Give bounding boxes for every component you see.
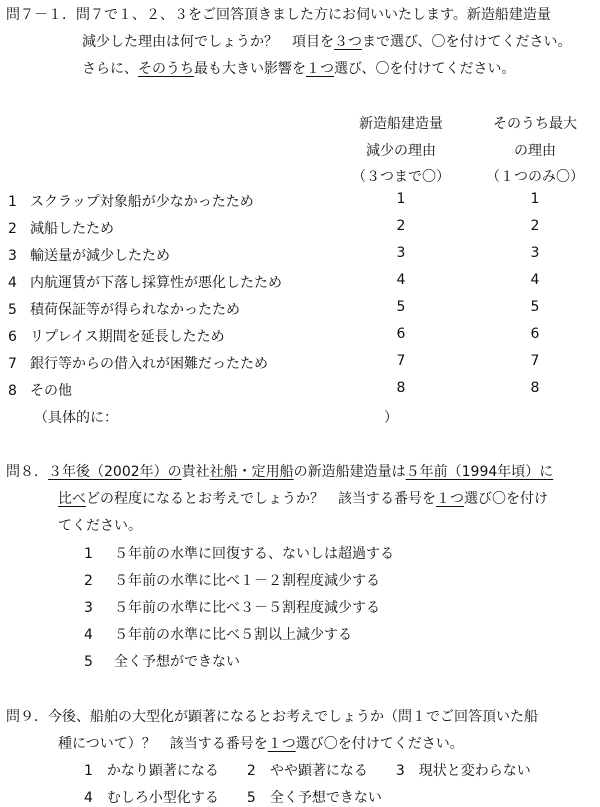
reason-choice-col1[interactable]: 1 — [396, 191, 406, 207]
q8-label: 問８． — [6, 464, 48, 480]
reason-num: 5 — [8, 302, 17, 318]
specify-open: （具体的に： — [34, 410, 118, 426]
reason-row — [8, 191, 254, 211]
q7-1-line3-a: さらに、 — [82, 61, 138, 77]
col1-header-l2: 減少の理由 — [366, 143, 436, 159]
col2-header-l3: （１つのみ〇） — [486, 169, 584, 185]
reason-num: 8 — [8, 383, 17, 399]
q9-opt3-num: 3 — [395, 763, 405, 779]
reason-choice-col1[interactable]: 4 — [396, 272, 406, 288]
q8-company: 貴社 — [181, 464, 210, 480]
q8-option-text: ５年前の水準に比べ３－５割程度減少する — [114, 600, 380, 616]
reason-num: 3 — [8, 248, 17, 264]
q8-option-text: ５年前の水準に回復する、ないしは超過する — [114, 546, 394, 562]
col2-header-l1: そのうち最大 — [493, 116, 577, 132]
q8-option-text: ５年前の水準に比べ１－２割程度減少する — [114, 573, 380, 589]
q9-opt2-text: やや顕著になる — [269, 763, 368, 779]
q9-opt2-num: 2 — [246, 763, 256, 779]
q9-options-row2 — [84, 787, 382, 807]
q8-l2-b: どの程度になるとお考えでしょうか？ 該当する番号を — [86, 491, 436, 507]
q9-text-line1: 今後、船舶の大型化が顕著になるとお考えでしょうか（問１でご回答頂いた船 — [48, 709, 538, 725]
q9-options-row1 — [84, 760, 531, 780]
q8-option[interactable] — [84, 624, 352, 644]
q8-compare: 比べ — [58, 491, 86, 507]
col1-header-l1: 新造船建造量 — [359, 116, 443, 132]
reason-num: 2 — [8, 221, 17, 237]
q8-one-item: １つ — [436, 491, 464, 507]
q8-option-num: 1 — [84, 546, 93, 562]
reason-text: スクラップ対象船が少なかったため — [30, 194, 254, 210]
q8-five-years: ５年前（1994年頃）に — [405, 464, 554, 480]
q9-opt3-text: 現状と変わらない — [418, 763, 531, 779]
reason-row — [8, 380, 72, 400]
q9-l2-b: 選び〇を付けてください。 — [295, 736, 464, 752]
q8-l2-c: 選び〇を付け — [464, 491, 548, 507]
q8-line2 — [58, 488, 548, 508]
q9-l2-a: 種について）？ 該当する番号を — [58, 736, 268, 752]
reason-choice-col2[interactable]: 4 — [530, 272, 540, 288]
q7-1-one-item: １つ — [306, 61, 334, 77]
q7-1-line3-m: 最も大きい影響を — [194, 61, 306, 77]
reason-choice-col2[interactable]: 6 — [530, 326, 540, 342]
q7-1-text-line1: 問７で１、２、３をご回答頂きました方にお伺いいたします。新造船建造量 — [76, 7, 551, 23]
reason-choice-col2[interactable]: 2 — [530, 218, 540, 234]
reason-choice-col2[interactable]: 8 — [530, 380, 540, 396]
q7-1-line3-b: 選び、〇を付けてください。 — [334, 61, 516, 77]
q8-option[interactable] — [84, 543, 394, 563]
q8-three-years: ３年後（2002年）の — [48, 464, 182, 480]
reason-text: その他 — [30, 383, 72, 399]
q8-option-num: 3 — [84, 600, 93, 616]
reason-row — [8, 299, 240, 319]
q8-option-num: 2 — [84, 573, 93, 589]
reason-row — [8, 353, 268, 373]
reason-choice-col1[interactable]: 8 — [396, 380, 406, 396]
q8-option-text: 全く予想ができない — [114, 654, 240, 670]
q8-option-num: 4 — [84, 627, 93, 643]
col2-header-l2: の理由 — [514, 143, 556, 159]
q8-option[interactable] — [84, 570, 380, 590]
q8-l1-d: の新造船建造量は — [293, 464, 406, 480]
reason-row — [8, 326, 225, 346]
q8-own-charter: 社船・定用船 — [209, 464, 294, 480]
q9-line2 — [58, 733, 464, 753]
reason-num: 6 — [8, 329, 17, 345]
reason-choice-col2[interactable]: 7 — [530, 353, 540, 369]
q7-1-among-them: そのうち — [138, 61, 194, 77]
reason-choice-col2[interactable]: 1 — [530, 191, 540, 207]
reason-choice-col1[interactable]: 7 — [396, 353, 406, 369]
reason-text: 積荷保証等が得られなかったため — [30, 302, 240, 318]
col1-header-l3: （３つまで〇） — [352, 169, 450, 185]
reason-choice-col1[interactable]: 2 — [396, 218, 406, 234]
reason-choice-col1[interactable]: 5 — [396, 299, 406, 315]
reason-choice-col1[interactable]: 6 — [396, 326, 406, 342]
q8-option-num: 5 — [84, 654, 93, 670]
reason-num: 7 — [8, 356, 17, 372]
q8-line1 — [6, 461, 553, 481]
reason-text: 銀行等からの借入れが困難だったため — [30, 356, 268, 372]
reason-row — [8, 245, 170, 265]
q9-one-item: １つ — [267, 736, 296, 752]
reason-text: 減船したため — [30, 221, 114, 237]
q9-opt1-num: 1 — [84, 763, 93, 779]
q9-opt4-num: 4 — [84, 790, 93, 806]
reason-choice-col2[interactable]: 5 — [530, 299, 540, 315]
reason-num: 4 — [8, 275, 17, 291]
q8-option[interactable] — [84, 651, 240, 671]
q8-option-text: ５年前の水準に比べ５割以上減少する — [114, 627, 352, 643]
q8-line3: てください。 — [58, 518, 142, 534]
q9-opt5-text: 全く予想できない — [269, 790, 382, 806]
q9-opt4-text: むしろ小型化する — [106, 790, 219, 806]
q9-opt5-num: 5 — [246, 790, 256, 806]
q9-opt1-text: かなり顕著になる — [106, 763, 219, 779]
reason-choice-col2[interactable]: 3 — [530, 245, 540, 261]
q7-1-line2-a: 減少した理由は何でしょうか？ 項目を — [82, 34, 334, 50]
reason-choice-col1[interactable]: 3 — [396, 245, 406, 261]
reason-row — [8, 218, 114, 238]
reason-text: 内航運賃が下落し採算性が悪化したため — [30, 275, 282, 291]
q8-option[interactable] — [84, 597, 380, 617]
reason-num: 1 — [8, 194, 17, 210]
reason-text: リプレイス期間を延長したため — [30, 329, 225, 345]
q7-1-line2 — [82, 31, 571, 51]
q7-1-line3 — [82, 58, 515, 78]
q9-line1 — [6, 706, 538, 726]
reason-row — [8, 272, 282, 292]
q7-1-label: 問７－１． — [6, 7, 76, 23]
specify-close: ） — [384, 410, 398, 426]
q7-1-line2-b: まで選び、〇を付けてください。 — [362, 34, 572, 50]
q7-1-three-items: ３つ — [334, 34, 362, 50]
q7-1-line1 — [6, 4, 551, 24]
reason-text: 輸送量が減少したため — [30, 248, 170, 264]
q9-label: 問９． — [6, 709, 48, 725]
